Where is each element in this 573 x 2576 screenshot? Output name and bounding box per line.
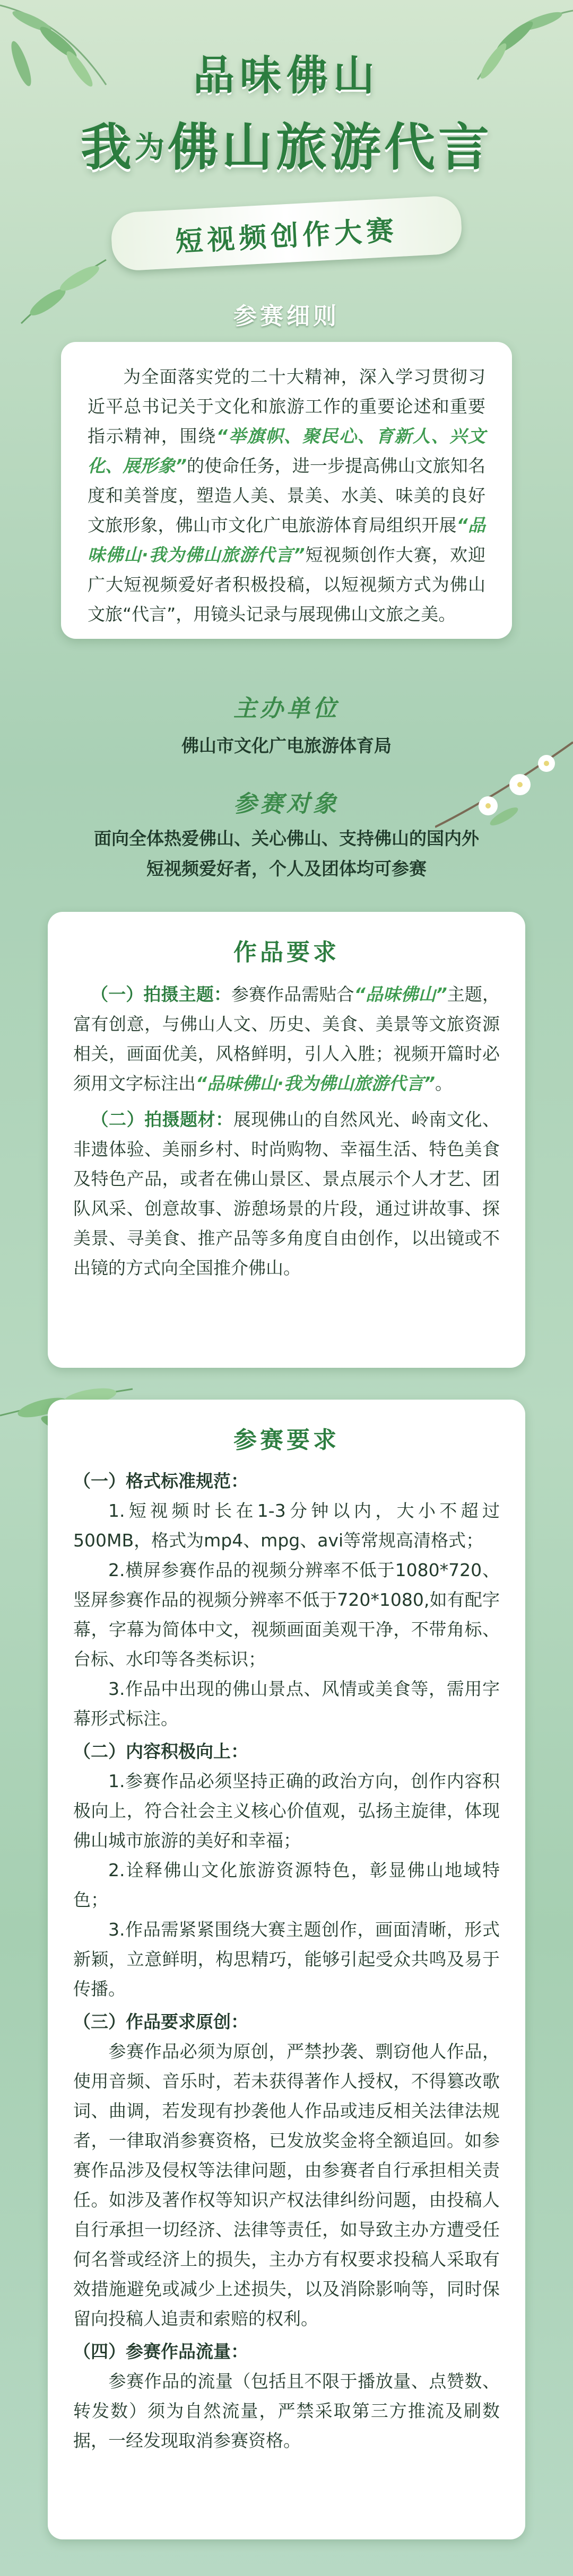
entry-g1-item	[73, 1555, 500, 1674]
works-s1-label: （一）拍摄主题：	[91, 984, 231, 1005]
rules-text-em: “举旗帜、聚民心、育新人、兴文化、展形象”	[88, 426, 485, 476]
entry-g2-item	[73, 1915, 500, 2004]
entry-g1-item	[73, 1674, 500, 1734]
participants-line-2: 短视频爱好者，个人及团体均可参赛	[146, 858, 427, 879]
entry-g2-item	[73, 1766, 500, 1856]
subtitle-banner	[110, 195, 463, 271]
entry-heading: 参赛要求	[233, 1427, 340, 1454]
works-s1-b: 主题，富有创意，与佛山人文、历史、美食、美景等文旅资源相关，画面优美，风格鲜明，引人入胜；视频开篇时必须用文字标注出	[73, 984, 500, 1094]
works-s2-label: （二）拍摄题材：	[91, 1109, 233, 1130]
works-section-1	[73, 980, 500, 1098]
participants-line-1: 面向全体热爱佛山、关心佛山、支持佛山的国内外	[94, 828, 479, 849]
banner-text: 短视频创作大赛	[174, 214, 399, 258]
rules-paragraph	[88, 362, 485, 629]
rules-text-em2: “品味佛山·我为佛山旅游代言”	[88, 515, 486, 565]
rules-text-a: 为全面落实党的二十大精神，深入学习贯彻习近平总书记关于文化和旅游工作的重要论述和重要指示精神，围绕	[88, 366, 485, 446]
works-card	[48, 912, 525, 1368]
works-section-2	[73, 1105, 500, 1283]
entry-g2-item-2: 2.诠释佛山文化旅游资源特色，彰显佛山地域特色；	[73, 1860, 500, 1910]
title-line-2-a: 我	[81, 118, 135, 177]
works-s1-em2: “品味佛山·我为佛山旅游代言”	[196, 1073, 436, 1094]
organizer-text: 佛山市文化广电旅游体育局	[181, 735, 392, 756]
entry-g4-text-span: 参赛作品的流量（包括且不限于播放量、点赞数、转发数）须为自然流量，严禁采取第三方推流及刷数据，一经发现取消参赛资格。	[73, 2371, 500, 2451]
works-s1-em: “品味佛山”	[354, 984, 447, 1005]
entry-g3-text	[73, 2037, 500, 2334]
title-line-2	[0, 107, 573, 180]
works-s2-text: 展现佛山的自然风光、岭南文化、非遗体验、美丽乡村、时尚购物、幸福生活、特色美食及特色产品，或者在佛山景区、景点展示个人才艺、团队风采、创意故事、游憩场景的片段，通过讲故事、探美景、寻美食、推产品等多角度自由创作，以出镜或不出镜的方式向全国推介佛山。	[73, 1109, 500, 1278]
entry-g2-item-3: 3.作品需紧紧围绕大赛主题创作，画面清晰，形式新颖，立意鲜明，构思精巧，能够引起受众共鸣及易于传播。	[73, 1919, 500, 1999]
works-heading: 作品要求	[233, 939, 340, 966]
entry-g3-text-span: 参赛作品必须为原创，严禁抄袭、剽窃他人作品，使用音频、音乐时，若未获得著作人授权，不得篡改歌词、曲调，若发现有抄袭他人作品或违反相关法律法规者，一律取消参赛资格，已发放奖金将全额追回。如参赛作品涉及侵权等法律问题，由参赛者自行承担相关责任。如涉及著作权等知识产权法律纠纷问题，由投稿人自行承担一切经济、法律等责任，如导致主办方遭受任何名誉或经济上的损失，主办方有权要求投稿人采取有效措施避免或减少上述损失，以及消除影响等，同时保留向投稿人追责和索赔的权利。	[73, 2041, 500, 2329]
entry-g1-item-3: 3.作品中出现的佛山景点、风情或美食等，需用字幕形式标注。	[73, 1678, 500, 1729]
entry-g1-item-2: 2.横屏参赛作品的视频分辨率不低于1080*720、竖屏参赛作品的视频分辨率不低于720*1080,如有配字幕，字幕为简体中文，视频画面美观干净，不带角标、台标、水印等各类标识；	[73, 1560, 500, 1669]
entry-g4-text	[73, 2367, 500, 2456]
entry-g2-item	[73, 1856, 500, 1915]
entry-g2-item-1: 1.参赛作品必须坚持正确的政治方向，创作内容积极向上，符合社会主义核心价值观，弘扬主旋律，体现佛山城市旅游的美好和幸福；	[73, 1771, 500, 1851]
entry-g1-item	[73, 1496, 500, 1555]
rules-card	[61, 342, 512, 639]
entry-g2-label: （二）内容积极向上：	[73, 1741, 248, 1762]
page-title	[0, 42, 573, 180]
entry-g1-label: （一）格式标准规范：	[73, 1471, 248, 1491]
organizer-heading: 主办单位	[233, 695, 340, 722]
participants-heading: 参赛对象	[233, 790, 340, 817]
works-s1-c: 。	[435, 1073, 453, 1094]
title-line-2-small: 为	[135, 130, 168, 165]
entry-g4-label: （四）参赛作品流量：	[73, 2341, 248, 2362]
entry-g3-label: （三）作品要求原创：	[73, 2011, 248, 2032]
works-s1-a: 参赛作品需贴合	[231, 984, 354, 1005]
rules-text-b: 的使命任务，进一步提高佛山文旅知名度和美誉度，塑造人美、景美、水美、味美的良好文旅形象，佛山市文化广电旅游体育局组织开展	[88, 455, 485, 535]
title-line-2-b: 佛山旅游代言	[168, 118, 492, 177]
rules-text-c: 短视频创作大赛，欢迎广大短视频爱好者积极投稿，以短视频方式为佛山文旅“代言”，用镜头记录与展现佛山文旅之美。	[88, 544, 485, 625]
entry-card	[48, 1400, 525, 2539]
rules-heading: 参赛细则	[233, 303, 340, 330]
entry-g1-item-1: 1.短视频时长在1-3分钟以内，大小不超过500MB，格式为mp4、mpg、avi等常规高清格式；	[73, 1500, 500, 1551]
title-line-1: 品味佛山	[193, 52, 380, 100]
